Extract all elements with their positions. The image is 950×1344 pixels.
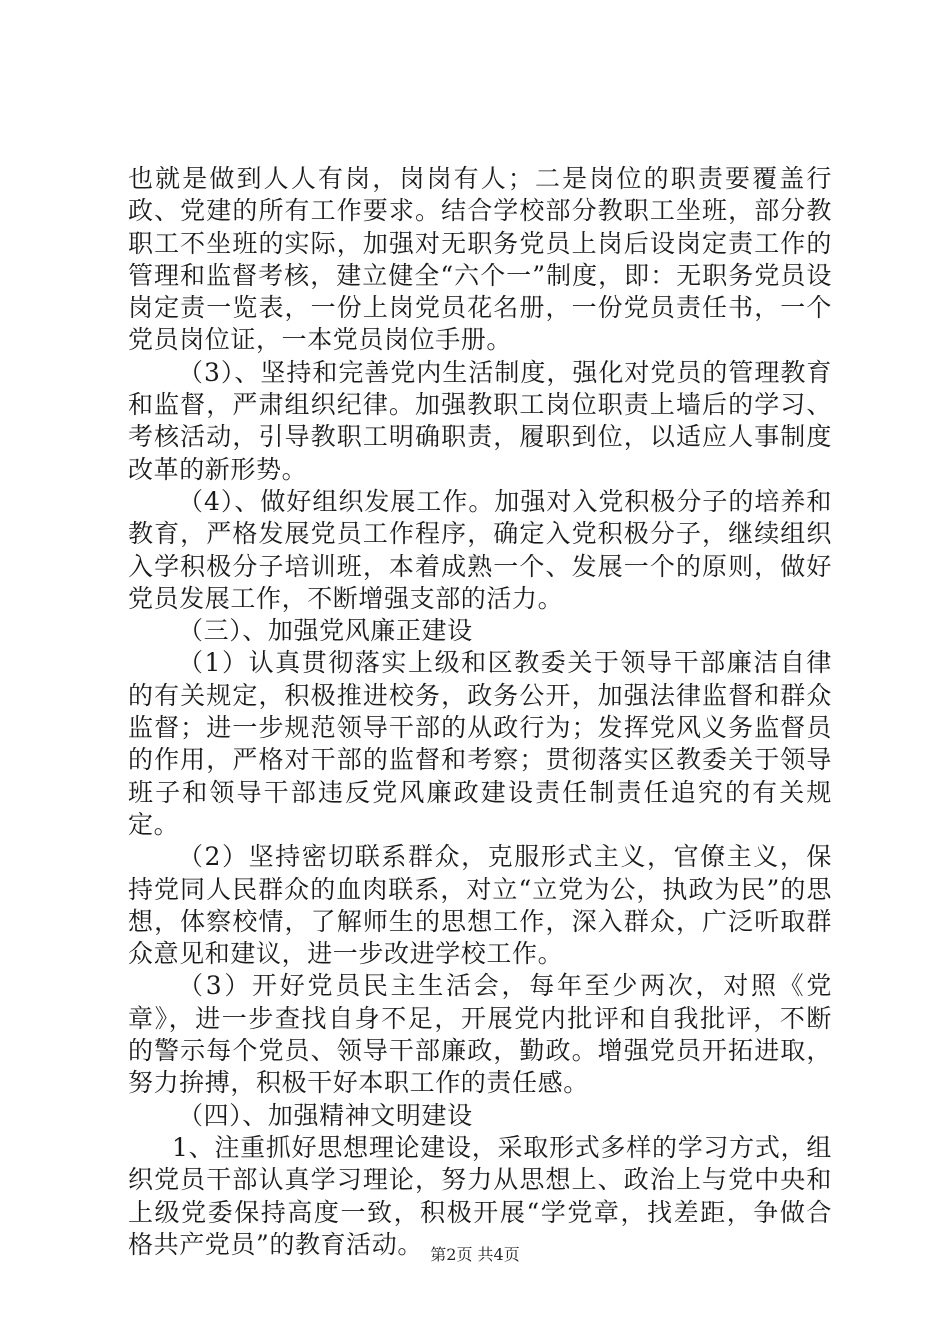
paragraph-continuation: 也就是做到人人有岗，岗岗有人；二是岗位的职责要覆盖行政、党建的所有工作要求。结合学校部分教职工坐班，部分教职工不坐班的实际，加强对无职务党员上岗后设岗定责工作的管理和监督考核，建立健全“六个一”制度，即：无职务党员设岗定责一览表，一份上岗党员花名册，一份党员责任书，一个党员岗位证，一本党员岗位手册。 [128, 164, 832, 355]
page-footer: 第2页 共4页 [430, 1245, 520, 1264]
paragraph-integrity-3: （3）开好党员民主生活会，每年至少两次，对照《党章》，进一步查找自身不足，开展党内批评和自我批评，不断的警示每个党员、领导干部廉政，勤政。增强党员开拓进取，努力拚搏，积极干好本职工作的责任感。 [128, 971, 832, 1098]
paragraph-spiritual-1: 1、注重抓好思想理论建设，采取形式多样的学习方式，组织党员干部认真学习理论，努力从思想上、政治上与党中央和上级党委保持高度一致，积极开展“学党章，找差距，争做合格共产党员”的教育活动。 [128, 1132, 832, 1259]
paragraph-integrity-2: （2）坚持密切联系群众，克服形式主义，官僚主义，保持党同人民群众的血肉联系，对立“立党为公，执政为民”的思想，体察校情，了解师生的思想工作，深入群众，广泛听取群众意见和建议，进一步改进学校工作。 [128, 842, 832, 969]
section-heading-3: （三）、加强党风廉正建设 [178, 616, 473, 646]
section-heading-4: （四）、加强精神文明建设 [178, 1100, 473, 1130]
paragraph-item-4-organization: （4）、做好组织发展工作。加强对入党积极分子的培养和教育，严格发展党员工作程序，确定入党积极分子，继续组织入学积极分子培训班，本着成熟一个、发展一个的原则，做好党员发展工作，不断增强支部的活力。 [128, 486, 832, 613]
document-body [128, 163, 832, 1261]
paragraph-item-3-party-life: （3）、坚持和完善党内生活制度，强化对党员的管理教育和监督，严肃组织纪律。加强教职工岗位职责上墙后的学习、考核活动，引导教职工明确职责，履职到位，以适应人事制度改革的新形势。 [128, 357, 832, 484]
paragraph-integrity-1: （1）认真贯彻落实上级和区教委关于领导干部廉洁自律的有关规定，积极推进校务，政务公开，加强法律监督和群众监督；进一步规范领导干部的从政行为；发挥党风义务监督员的作用，严格对干部的监督和考察；贯彻落实区教委关于领导班子和领导干部违反党风廉政建设责任制责任追究的有关规定。 [128, 648, 832, 839]
